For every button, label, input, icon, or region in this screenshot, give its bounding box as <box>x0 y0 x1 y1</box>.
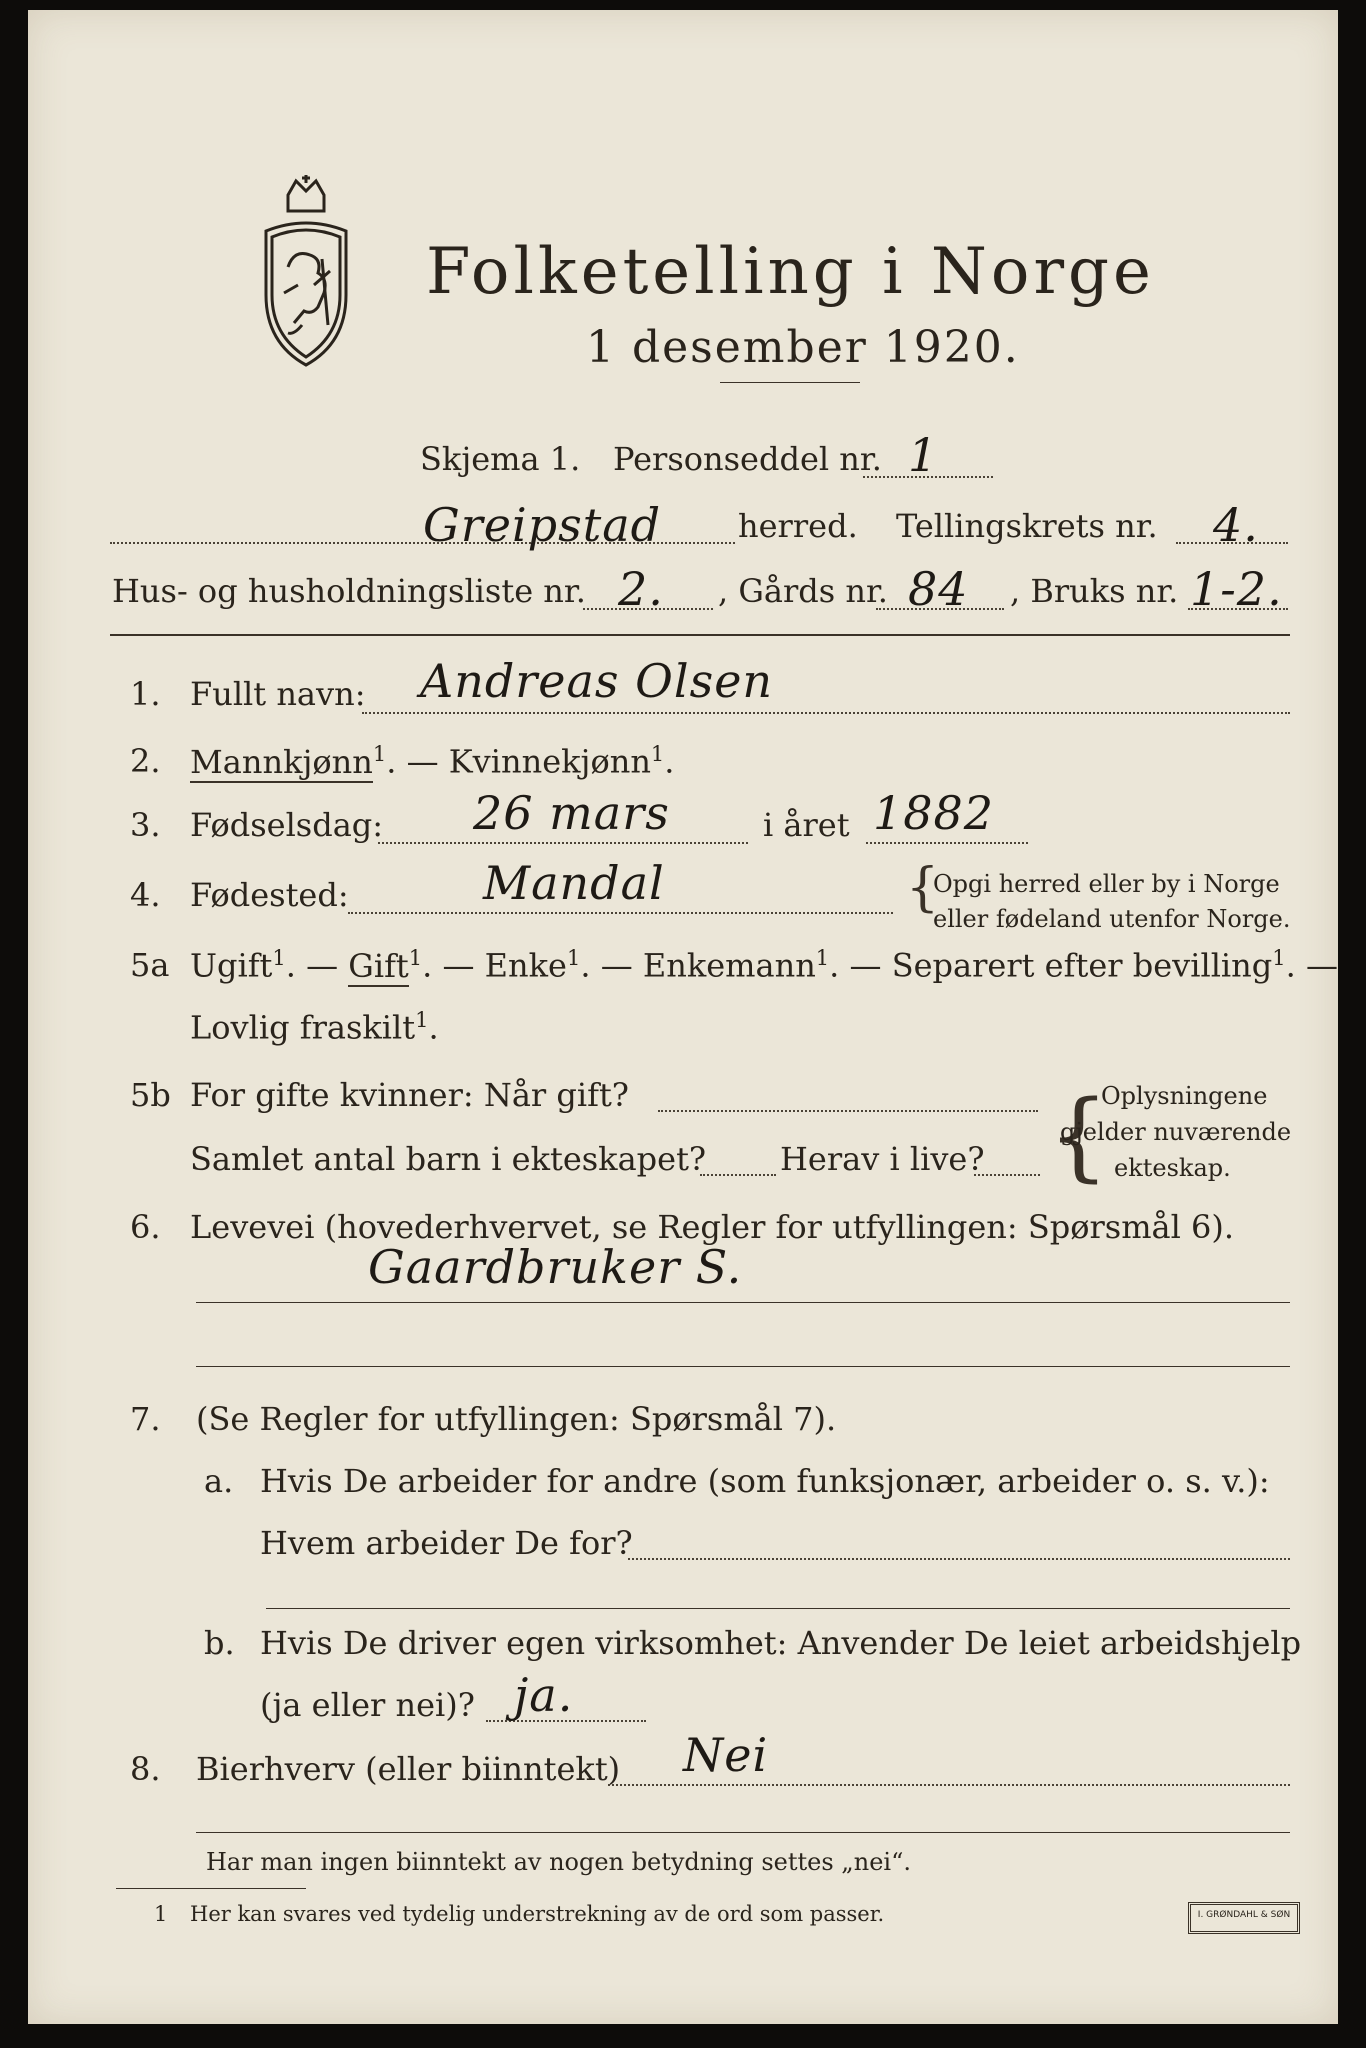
ugift-option[interactable]: Ugift <box>190 946 273 985</box>
q8-number: 8. <box>130 1750 161 1788</box>
birthday-value[interactable]: 26 mars <box>473 786 670 840</box>
footnote-marker: 1 <box>815 946 830 970</box>
tellingskrets-label: Tellingskrets nr. <box>896 507 1158 545</box>
occupation-value[interactable]: Gaardbruker S. <box>368 1240 743 1294</box>
census-form-sheet <box>28 10 1338 2024</box>
q1-number: 1. <box>130 675 161 713</box>
separert-option[interactable]: Separert efter bevilling <box>891 946 1273 985</box>
brace-icon: { <box>906 858 940 918</box>
birthday-label: Fødselsdag: <box>190 806 384 844</box>
marital-status-options <box>190 946 1338 985</box>
gender-options <box>190 742 674 781</box>
husholdningsliste-value[interactable]: 2. <box>618 562 664 616</box>
skjema-label: Skjema 1. <box>420 440 581 478</box>
census-date: 1 desember 1920. <box>586 322 1020 373</box>
q5a-number: 5a <box>130 946 170 984</box>
works-for-others-label: Hvis De arbeider for andre (som funksjonær, arbeider o. s. v.): <box>260 1462 1270 1500</box>
marriage-note-2: gjelder nuværende <box>1060 1118 1292 1146</box>
footnote-marker: 1 <box>372 742 387 766</box>
birthplace-value[interactable]: Mandal <box>483 856 665 910</box>
married-when-label: For gifte kvinner: Når gift? <box>190 1076 629 1114</box>
footnote-marker: 1 <box>415 1008 429 1032</box>
full-name-label: Fullt navn: <box>190 675 366 713</box>
separator: . — <box>829 946 882 985</box>
separator: . — <box>386 742 439 781</box>
tellingskrets-value[interactable]: 4. <box>1213 498 1259 552</box>
birth-year-value[interactable]: 1882 <box>873 786 995 840</box>
mannkjonn-option[interactable]: Mannkjønn <box>190 742 373 781</box>
gards-value[interactable]: 84 <box>908 562 969 616</box>
fraskilt-line <box>190 1008 439 1047</box>
q5b-number: 5b <box>130 1076 171 1114</box>
occupation-label: Levevei (hovederhvervet, se Regler for utfyllingen: Spørsmål 6). <box>190 1208 1235 1246</box>
separator: . <box>664 742 675 781</box>
printer-stamp: I. GRØNDAHL & SØN <box>1188 1902 1300 1934</box>
norwegian-coat-of-arms-icon <box>258 175 354 375</box>
hired-help-value[interactable]: ja. <box>514 1668 574 1722</box>
children-count-label: Samlet antal barn i ekteskapet? <box>190 1140 707 1178</box>
separator: . — <box>422 946 475 985</box>
q7-number: 7. <box>130 1400 161 1438</box>
birthplace-note-1: Opgi herred eller by i Norge <box>933 870 1280 898</box>
kvinnekjonn-option[interactable]: Kvinnekjønn <box>448 742 651 781</box>
footnote-marker: 1 <box>650 742 665 766</box>
herred-value[interactable]: Greipstad <box>423 498 662 552</box>
q3-number: 3. <box>130 806 161 844</box>
q2-number: 2. <box>130 742 161 780</box>
q7-label: (Se Regler for utfyllingen: Spørsmål 7). <box>196 1400 837 1438</box>
side-income-note: Har man ingen biinntekt av nogen betydning settes „nei“. <box>206 1848 911 1876</box>
employer-label: Hvem arbeider De for? <box>260 1524 633 1562</box>
personseddel-value[interactable]: 1 <box>908 428 939 482</box>
footnote-number: 1 <box>154 1902 168 1926</box>
q7a-letter: a. <box>204 1462 234 1500</box>
birthplace-label: Fødested: <box>190 876 349 914</box>
enke-option[interactable]: Enke <box>484 946 567 985</box>
birthplace-note-2: eller fødeland utenfor Norge. <box>933 905 1291 933</box>
separator: . — <box>285 946 339 985</box>
fraskilt-option[interactable]: Lovlig fraskilt <box>190 1008 416 1047</box>
husholdningsliste-label: Hus- og husholdningsliste nr. <box>112 572 586 610</box>
year-label: i året <box>763 806 850 844</box>
separator: . — <box>580 946 633 985</box>
marriage-note-3: ekteskap. <box>1114 1154 1231 1182</box>
own-business-label: Hvis De driver egen virksomhet: Anvender De leiet arbeidshjelp <box>260 1624 1302 1662</box>
footnote-marker: 1 <box>566 946 581 970</box>
brace-icon: { <box>1048 1080 1110 1192</box>
separator: . — <box>1285 946 1338 985</box>
herred-label: herred. <box>738 507 858 545</box>
footnote-marker: 1 <box>408 946 423 970</box>
hired-help-label: (ja eller nei)? <box>260 1686 475 1724</box>
side-income-label: Bierhverv (eller biinntekt) <box>196 1750 621 1788</box>
full-name-value[interactable]: Andreas Olsen <box>420 654 774 708</box>
q4-number: 4. <box>130 876 161 914</box>
bruks-label: , Bruks nr. <box>1010 572 1179 610</box>
q7b-letter: b. <box>204 1624 235 1662</box>
enkemann-option[interactable]: Enkemann <box>642 946 816 985</box>
footnote-marker: 1 <box>1272 946 1286 970</box>
form-title: Folketelling i Norge <box>426 235 1155 309</box>
side-income-value[interactable]: Nei <box>683 1728 769 1782</box>
footnote-marker: 1 <box>272 946 286 970</box>
children-alive-label: Herav i live? <box>780 1140 985 1178</box>
separator: . <box>428 1008 439 1047</box>
marriage-note-1: Oplysningene <box>1101 1082 1268 1110</box>
footnote-text: Her kan svares ved tydelig understrekning av de ord som passer. <box>190 1902 885 1926</box>
gards-label: , Gårds nr. <box>718 572 888 610</box>
bruks-value[interactable]: 1-2. <box>1190 562 1283 616</box>
gift-option[interactable]: Gift <box>348 946 409 985</box>
q6-number: 6. <box>130 1208 161 1246</box>
personseddel-label: Personseddel nr. <box>613 440 882 478</box>
